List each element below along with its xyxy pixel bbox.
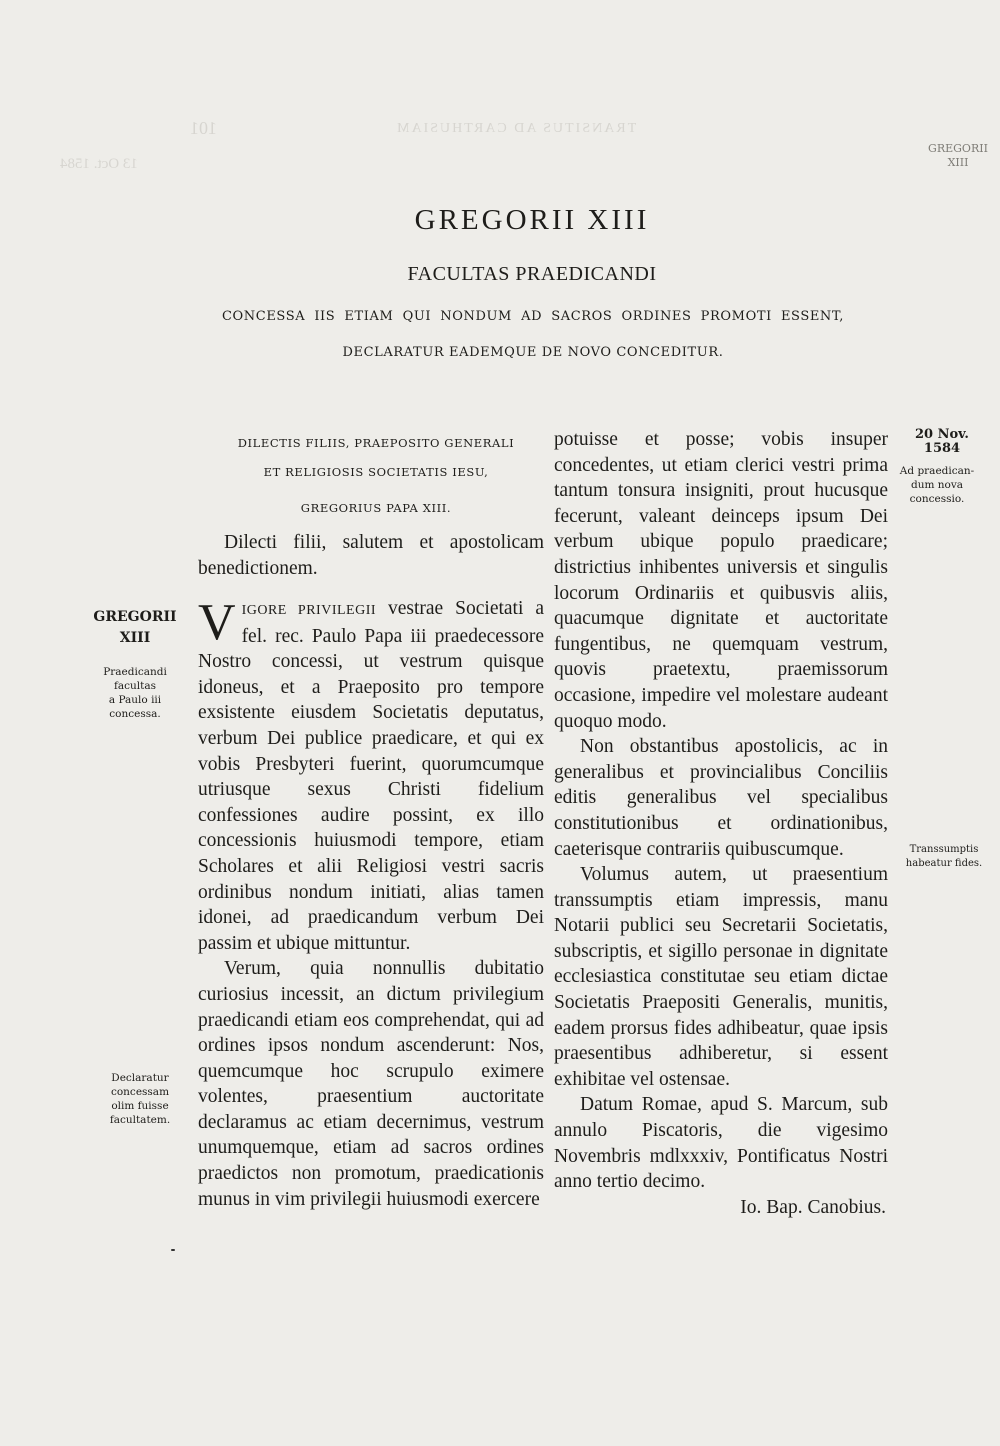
margin-date: 20 Nov. 1584 bbox=[915, 427, 969, 456]
show-through-date: 13 Oct. 1584 bbox=[60, 156, 138, 172]
left-paragraph-1 bbox=[198, 596, 544, 956]
margin-heading-xiii: XIII bbox=[119, 630, 151, 646]
left-paragraph-1-text: vestrae Societati a fel. rec. Paulo Papa iii praedecessore Nostro concessi, ut vestrum quisque idoneus, et a Praeposito pro tempore exsistente eiusdem Societatis deputatus, verbum Dei publice praedicare, et qui ex vobis Presbyteri fuerint, quorumcumque utriusque sexus Christi fidelium confessiones audire possint, ex illo concessionis huiusmodi tempore, etiam Scholares et alii Religiosi vestri sacris ordinibus nondum initiati, alias tamen idonei, ad praedicandum verbum Dei passim et ubique mittuntur. bbox=[198, 598, 544, 954]
show-through-running-head: TRANSITUS AD CARTHUSIAM bbox=[395, 121, 637, 136]
left-paragraph-2: Verum, quia nonnullis dubitatio curiosius incessit, an dictum privilegium praedicandi etiam eos comprehendat, qui ad ordines ipsos nondum ascenderunt: Nos, quemcumque hoc scrupulo eximere volentes, praesentium auctoritate declaramus ac etiam decernimus, vestrum unumquemque, etiam ad sacros ordines praedictos non promotum, praedicationis munus in vim privilegii huiusmodi exercere bbox=[198, 958, 544, 1210]
bleed-heading: GREGORII XIII bbox=[928, 142, 988, 169]
document-description: CONCESSA IIS ETIAM QUI NONDUM AD SACROS ORDINES PROMOTI ESSENT, DECLARATUR EADEMQUE DE NOVO CONCEDITUR. bbox=[222, 309, 844, 360]
salutation: Dilecti filii, salutem et apostolicam benedictionem. bbox=[198, 532, 544, 579]
margin-note-praedicandi: Praedicandi facultas a Paulo iii concessa. bbox=[103, 666, 167, 720]
signature: Io. Bap. Canobius. bbox=[740, 1196, 886, 1218]
opening-words: IGORE PRIVILEGII bbox=[241, 603, 377, 618]
right-paragraph-2: Non obstantibus apostolicis, ac in generalibus et provincialibus Conciliis editis generalibus vel specialibus constitutionibus et ordinationibus, caeterisque contrariis quibuscumque. bbox=[554, 736, 888, 860]
margin-heading-gregorii: GREGORII bbox=[93, 609, 177, 625]
address-line-3: GREGORIUS PAPA XIII. bbox=[300, 501, 452, 515]
right-paragraph-1: potuisse et posse; vobis insuper concedentes, ut etiam clerici vestri prima tantum tonsura insigniti, prout hucusque fecerunt, valeant deinceps ipsum Dei verbum ubique populo praedicare; districtius inhibentes universis et singulis locorum Ordinariis et quibusvis aliis, quacumque dignitate et auctoritate fungentibus, ne quemquam vestrum, quovis praetextu, praemissorum occasione, impedire vel molestare audeant quoquo modo. bbox=[554, 429, 888, 732]
margin-note-transsumptis: Transsumptis habeatur fides. bbox=[905, 844, 983, 869]
address-line-1: DILECTIS FILIIS, PRAEPOSITO GENERALI bbox=[237, 436, 515, 450]
right-paragraph-3: Volumus autem, ut praesentium transsumptis etiam impressis, manu Notarii publici seu Secretarii Societatis, subscriptis, et sigillo personae in dignitate ecclesiastica constitutae seu etiam dictae Societatis Praepositi Generalis, munitis, eadem prorsus fides adhibeatur, quae ipsis praesentibus adhiberetur, si essent exhibitae vel ostensae. bbox=[554, 864, 888, 1090]
ink-speck bbox=[171, 1249, 175, 1251]
margin-note-declaratur: Declaratur concessam olim fuisse facultatem. bbox=[109, 1072, 171, 1126]
drop-cap: V bbox=[198, 594, 236, 651]
right-paragraph-4: Datum Romae, apud S. Marcum, sub annulo Piscatoris, die vigesimo Novembris mdlxxxiv, Pontificatus Nostri anno tertio decimo. bbox=[554, 1094, 888, 1193]
left-column bbox=[198, 596, 544, 1212]
document-title: GREGORII XIII bbox=[414, 204, 650, 236]
address-line-2: ET RELIGIOSIS SOCIETATIS IESU, bbox=[263, 465, 489, 479]
show-through-page-number: 101 bbox=[190, 118, 217, 138]
document-subtitle: FACULTAS PRAEDICANDI bbox=[407, 263, 657, 285]
right-column bbox=[554, 427, 888, 1220]
margin-note-ad-praedicandum: Ad praedican- dum nova concessio. bbox=[899, 465, 975, 505]
